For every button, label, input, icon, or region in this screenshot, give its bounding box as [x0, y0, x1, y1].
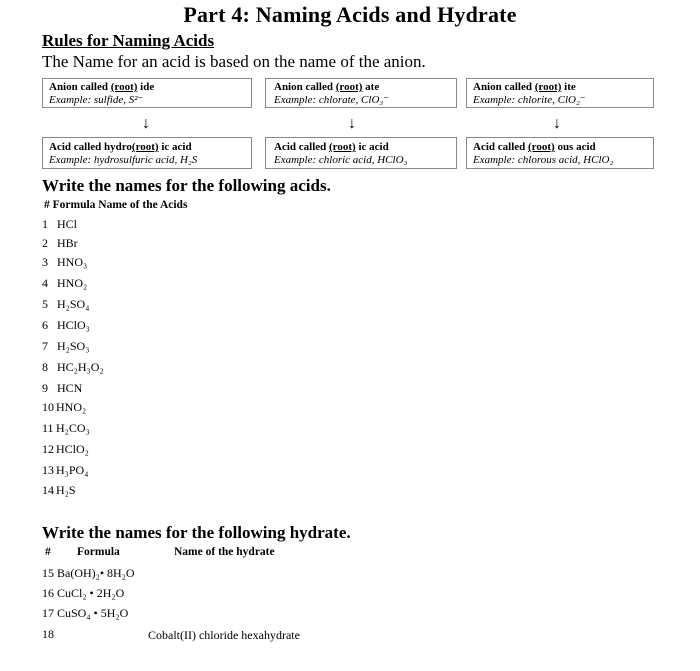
- acid-row: [42, 378, 82, 398]
- acid-formula: HNO₂: [56, 400, 87, 414]
- acid-box-ic: [265, 137, 457, 169]
- anion-suffix: ide: [137, 81, 155, 93]
- root-placeholder: (root): [534, 81, 562, 93]
- intro-text: The Name for an acid is based on the name of the anion.: [42, 52, 426, 71]
- anion-box-ate: [265, 78, 457, 108]
- page-title: Part 4: Naming Acids and Hydrate: [183, 2, 517, 27]
- row-number: 5: [42, 297, 48, 311]
- acid-formula: H₂S: [56, 483, 76, 497]
- acid-row: [42, 233, 78, 253]
- rules-heading: Rules for Naming Acids: [42, 31, 215, 50]
- hydrate-formula: CuCl₂ • 2H₂O: [57, 586, 125, 600]
- hydrate-row: [42, 583, 124, 603]
- acid-row: [42, 214, 77, 234]
- hydrate-column-formula: Formula: [77, 546, 120, 558]
- hydrate-formula: CuSO₄ • 5H₂O: [57, 606, 129, 620]
- row-number: 13: [42, 463, 54, 477]
- acid-formula: H₃PO₄: [56, 463, 89, 477]
- down-arrow-icon: ↓: [142, 115, 150, 132]
- row-number: 12: [42, 442, 54, 456]
- acid-label: Acid called hydro: [49, 141, 132, 153]
- acid-row: [42, 315, 90, 335]
- row-number: 7: [42, 339, 48, 353]
- acid-label: Acid called: [473, 141, 528, 153]
- root-placeholder: (root): [335, 81, 363, 93]
- row-number: 9: [42, 381, 48, 395]
- anion-label: Anion called: [274, 81, 336, 93]
- acid-formula: HCl: [57, 217, 78, 231]
- acid-label: Acid called: [274, 141, 329, 153]
- down-arrow-icon: ↓: [348, 115, 356, 132]
- acid-formula: H₂SO₃: [57, 339, 90, 353]
- acid-formula: HNO₃: [57, 255, 88, 269]
- anion-example: Example: sulfide, S²⁻: [49, 94, 144, 106]
- hydrate-row: [42, 624, 54, 644]
- row-number: 11: [42, 421, 54, 435]
- acid-formula: H₂CO₃: [56, 421, 90, 435]
- row-number: 4: [42, 276, 48, 290]
- root-placeholder: (root): [329, 141, 356, 153]
- row-number: 6: [42, 318, 48, 332]
- row-number: 15: [42, 566, 54, 580]
- row-number: 1: [42, 217, 48, 231]
- acid-formula: HBr: [57, 236, 78, 250]
- acid-example: Example: chlorous acid, HClO₂: [473, 154, 614, 166]
- acid-formula: HCN: [57, 381, 83, 395]
- row-number: 3: [42, 255, 48, 269]
- acid-row: [42, 418, 90, 438]
- acids-column-headers: # Formula Name of the Acids: [44, 199, 188, 211]
- hydrate-name: Cobalt(II) chloride hexahydrate: [148, 628, 300, 642]
- acids-heading: Write the names for the following acids.: [42, 176, 331, 195]
- anion-suffix: ate: [362, 81, 380, 93]
- anion-example: Example: chlorate, ClO₃⁻: [274, 94, 390, 106]
- acid-formula: H₂SO₄: [57, 297, 90, 311]
- row-number: 16: [42, 586, 54, 600]
- acid-formula: HClO₃: [57, 318, 90, 332]
- acid-formula: HC₂H₃O₂: [57, 360, 104, 374]
- row-number: 17: [42, 606, 54, 620]
- anion-example: Example: chlorite, ClO₂⁻: [473, 94, 586, 106]
- root-placeholder: (root): [110, 81, 138, 93]
- row-number: 2: [42, 236, 48, 250]
- hydrates-heading: Write the names for the following hydrate.: [42, 523, 351, 542]
- hydrate-column-number: #: [45, 546, 51, 558]
- acid-row: [42, 480, 76, 500]
- row-number: 8: [42, 360, 48, 374]
- hydrate-row: [42, 603, 128, 623]
- acid-formula: HNO₂: [57, 276, 88, 290]
- acid-suffix: ic acid: [158, 141, 192, 153]
- anion-box-ite: [466, 78, 654, 108]
- acid-suffix: ous acid: [554, 141, 596, 153]
- anion-suffix: ite: [561, 81, 576, 93]
- anion-box-ide: [42, 78, 252, 108]
- hydrate-column-name: Name of the hydrate: [174, 546, 275, 558]
- acid-box-hydro-ic: [42, 137, 252, 169]
- acid-suffix: ic acid: [355, 141, 389, 153]
- acid-example: Example: chloric acid, HClO₃: [274, 154, 408, 166]
- acid-row: [42, 357, 104, 377]
- acid-formula: HClO₂: [56, 442, 89, 456]
- down-arrow-icon: ↓: [553, 115, 561, 132]
- acid-row: [42, 439, 89, 459]
- acid-example: Example: hydrosulfuric acid, H₂S: [49, 154, 198, 166]
- row-number: 10: [42, 400, 54, 414]
- hydrate-row: [42, 563, 135, 583]
- root-placeholder: (root): [131, 141, 159, 153]
- acid-row: [42, 294, 89, 314]
- anion-label: Anion called: [473, 81, 535, 93]
- acid-row: [42, 336, 89, 356]
- acid-row: [42, 252, 87, 272]
- hydrate-formula: Ba(OH)₂• 8H₂O: [57, 566, 135, 580]
- acid-row: [42, 460, 88, 480]
- root-placeholder: (root): [528, 141, 555, 153]
- acid-row: [42, 273, 87, 293]
- acid-box-ous: [466, 137, 654, 169]
- anion-label: Anion called: [49, 81, 111, 93]
- row-number: 18: [42, 627, 54, 641]
- row-number: 14: [42, 483, 54, 497]
- acid-row: [42, 397, 86, 417]
